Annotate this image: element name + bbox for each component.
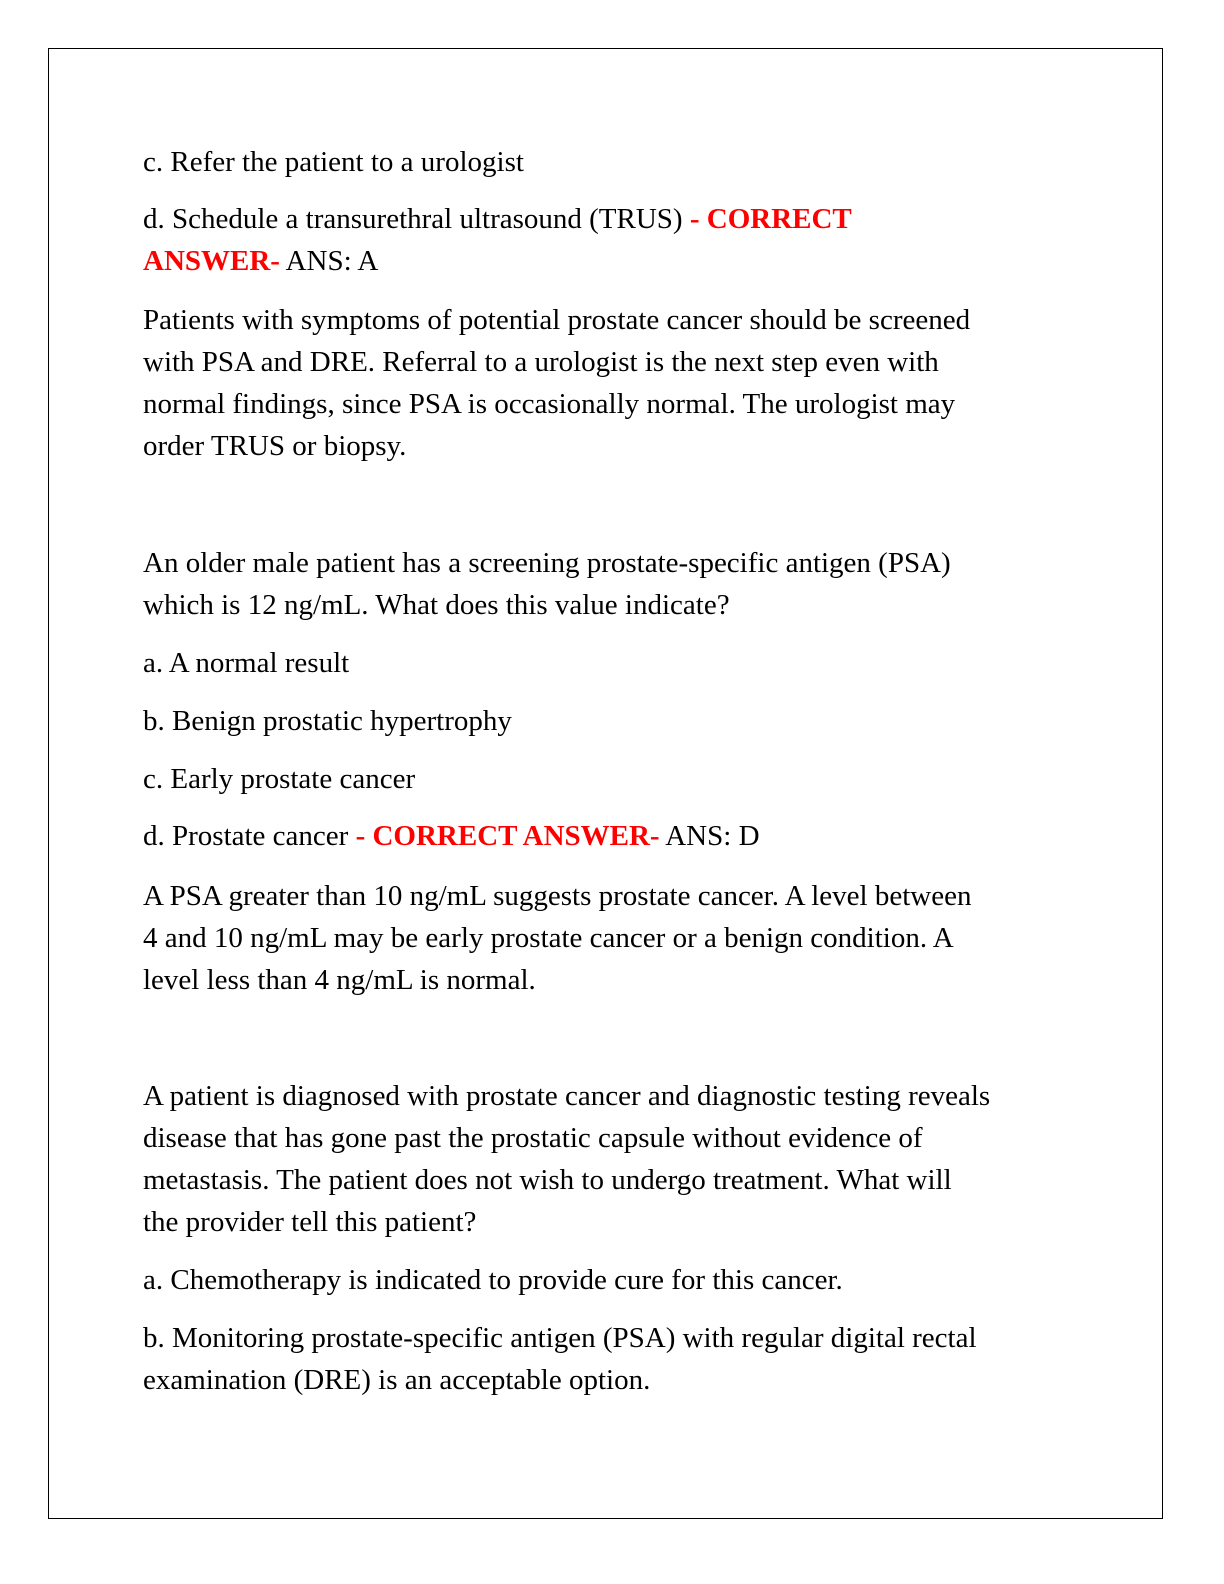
question-line: metastasis. The patient does not wish to undergo treatment. What will <box>143 1164 952 1196</box>
question-line: A patient is diagnosed with prostate cancer and diagnostic testing reveals <box>143 1080 991 1112</box>
correct-answer-label: - CORRECT <box>689 203 852 235</box>
option-line: examination (DRE) is an acceptable option. <box>143 1364 651 1396</box>
q3-option-a: a. Chemotherapy is indicated to provide cure for this cancer. <box>143 1264 843 1296</box>
question-line: disease that has gone past the prostatic capsule without evidence of <box>143 1122 923 1154</box>
correct-answer-label: ANSWER- <box>143 245 280 277</box>
q2-option-c: c. Early prostate cancer <box>143 763 416 795</box>
option-line: b. Monitoring prostate-specific antigen (PSA) with regular digital rectal <box>143 1322 977 1354</box>
q2-option-a: a. A normal result <box>143 647 350 679</box>
explanation-line: normal findings, since PSA is occasionally normal. The urologist may <box>143 388 956 420</box>
q2-question <box>143 542 1103 626</box>
option-text: d. Prostate cancer <box>143 820 356 852</box>
question-line: An older male patient has a screening prostate-specific antigen (PSA) <box>143 547 951 579</box>
explanation-line: with PSA and DRE. Referral to a urologist is the next step even with <box>143 346 939 378</box>
explanation-line: 4 and 10 ng/mL may be early prostate cancer or a benign condition. A <box>143 922 954 954</box>
question-line: the provider tell this patient? <box>143 1206 477 1238</box>
explanation-line: A PSA greater than 10 ng/mL suggests prostate cancer. A level between <box>143 880 972 912</box>
answer-key: ANS: D <box>659 820 760 852</box>
question-line: which is 12 ng/mL. What does this value indicate? <box>143 589 730 621</box>
q2-option-d <box>143 815 1103 857</box>
explanation-line: level less than 4 ng/mL is normal. <box>143 964 536 996</box>
answer-key: ANS: A <box>279 245 379 277</box>
option-text: d. Schedule a transurethral ultrasound (TRUS) <box>143 203 690 235</box>
q1-option-d <box>143 198 1103 282</box>
q1-explanation <box>143 299 1103 467</box>
q3-option-b <box>143 1317 1103 1401</box>
q3-question <box>143 1075 1103 1243</box>
q2-explanation <box>143 875 1103 1001</box>
correct-answer-label: - CORRECT ANSWER- <box>355 820 660 852</box>
explanation-line: Patients with symptoms of potential prostate cancer should be screened <box>143 304 971 336</box>
q2-option-b: b. Benign prostatic hypertrophy <box>143 705 512 737</box>
explanation-line: order TRUS or biopsy. <box>143 430 407 462</box>
q1-option-c: c. Refer the patient to a urologist <box>143 146 524 178</box>
